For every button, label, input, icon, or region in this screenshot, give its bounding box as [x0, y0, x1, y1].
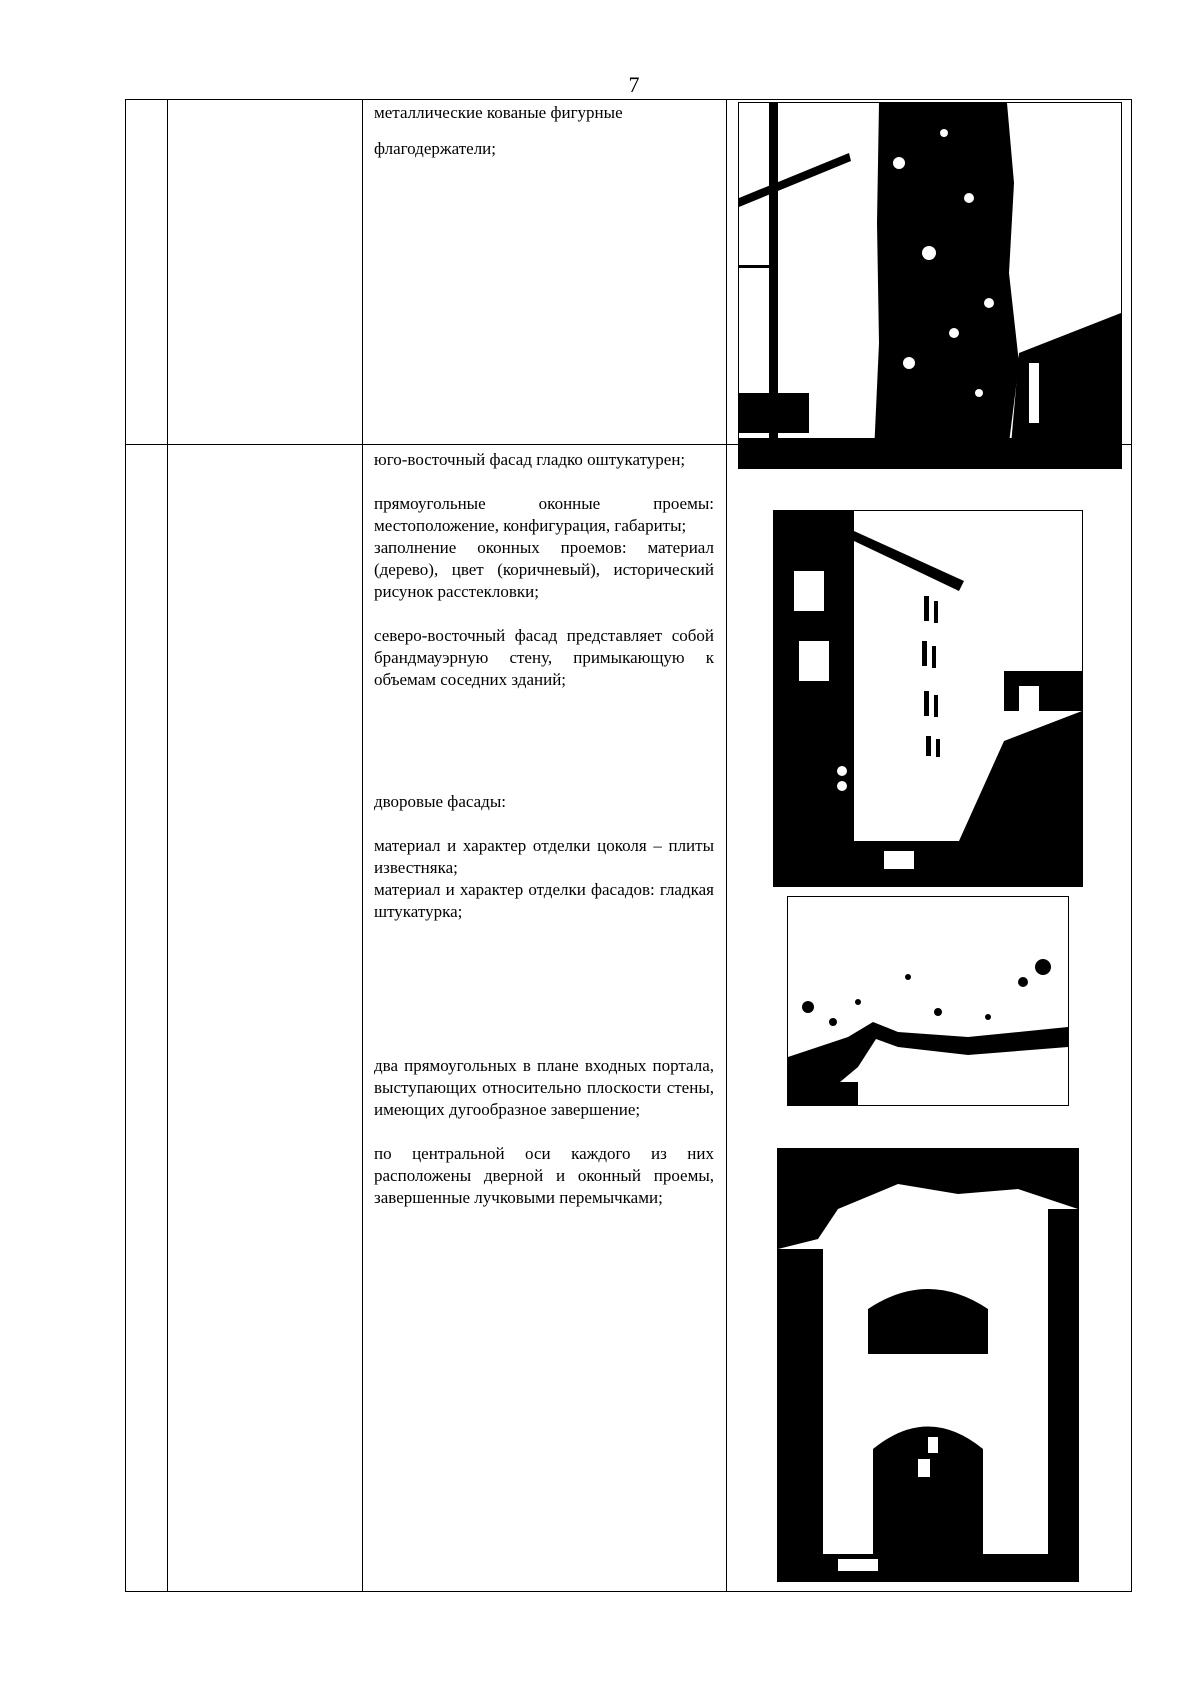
description-paragraph: юго-восточный фасад гладко оштукатурен; — [374, 450, 686, 469]
page-number: 7 — [628, 72, 640, 97]
description-paragraph: дворовые фасады: — [374, 792, 506, 811]
description-cell — [363, 445, 727, 1592]
number-cell — [126, 100, 168, 445]
name-cell — [168, 100, 363, 445]
photo-limestone-plinth — [787, 896, 1069, 1106]
description-paragraph: заполнение оконных проемов: материал (дерево), цвет (коричневый), исторический рисунок расстекловки; — [374, 538, 714, 601]
photo-southeast-facade — [773, 510, 1083, 887]
description-paragraph: северо-восточный фасад представляет собой брандмауэрную стену, примыкающую к объемам соседних зданий; — [374, 626, 714, 689]
description-paragraph: прямоугольные оконные проемы: местоположение, конфигурация, габариты; — [374, 494, 714, 535]
description-paragraph: материал и характер отделки фасадов: гладкая штукатурка; — [374, 880, 714, 921]
description-paragraph: два прямоугольных в плане входных портала, выступающих относительно плоскости стены, имеющих дугообразное завершение; — [374, 1056, 714, 1119]
description-paragraph: материал и характер отделки цоколя – плиты известняка; — [374, 836, 714, 877]
description-paragraph: по центральной оси каждого из них расположены дверной и оконный проемы, завершенные лучковыми перемычками; — [374, 1144, 714, 1207]
description-cell — [363, 100, 727, 445]
photo-entrance-portal — [777, 1148, 1079, 1582]
description-line: металлические кованые фигурные — [374, 103, 623, 122]
name-cell — [168, 445, 363, 1592]
photo-flag-holder-wall — [738, 102, 1122, 469]
description-line: флагодержатели; — [374, 139, 497, 158]
number-cell — [126, 445, 168, 1592]
